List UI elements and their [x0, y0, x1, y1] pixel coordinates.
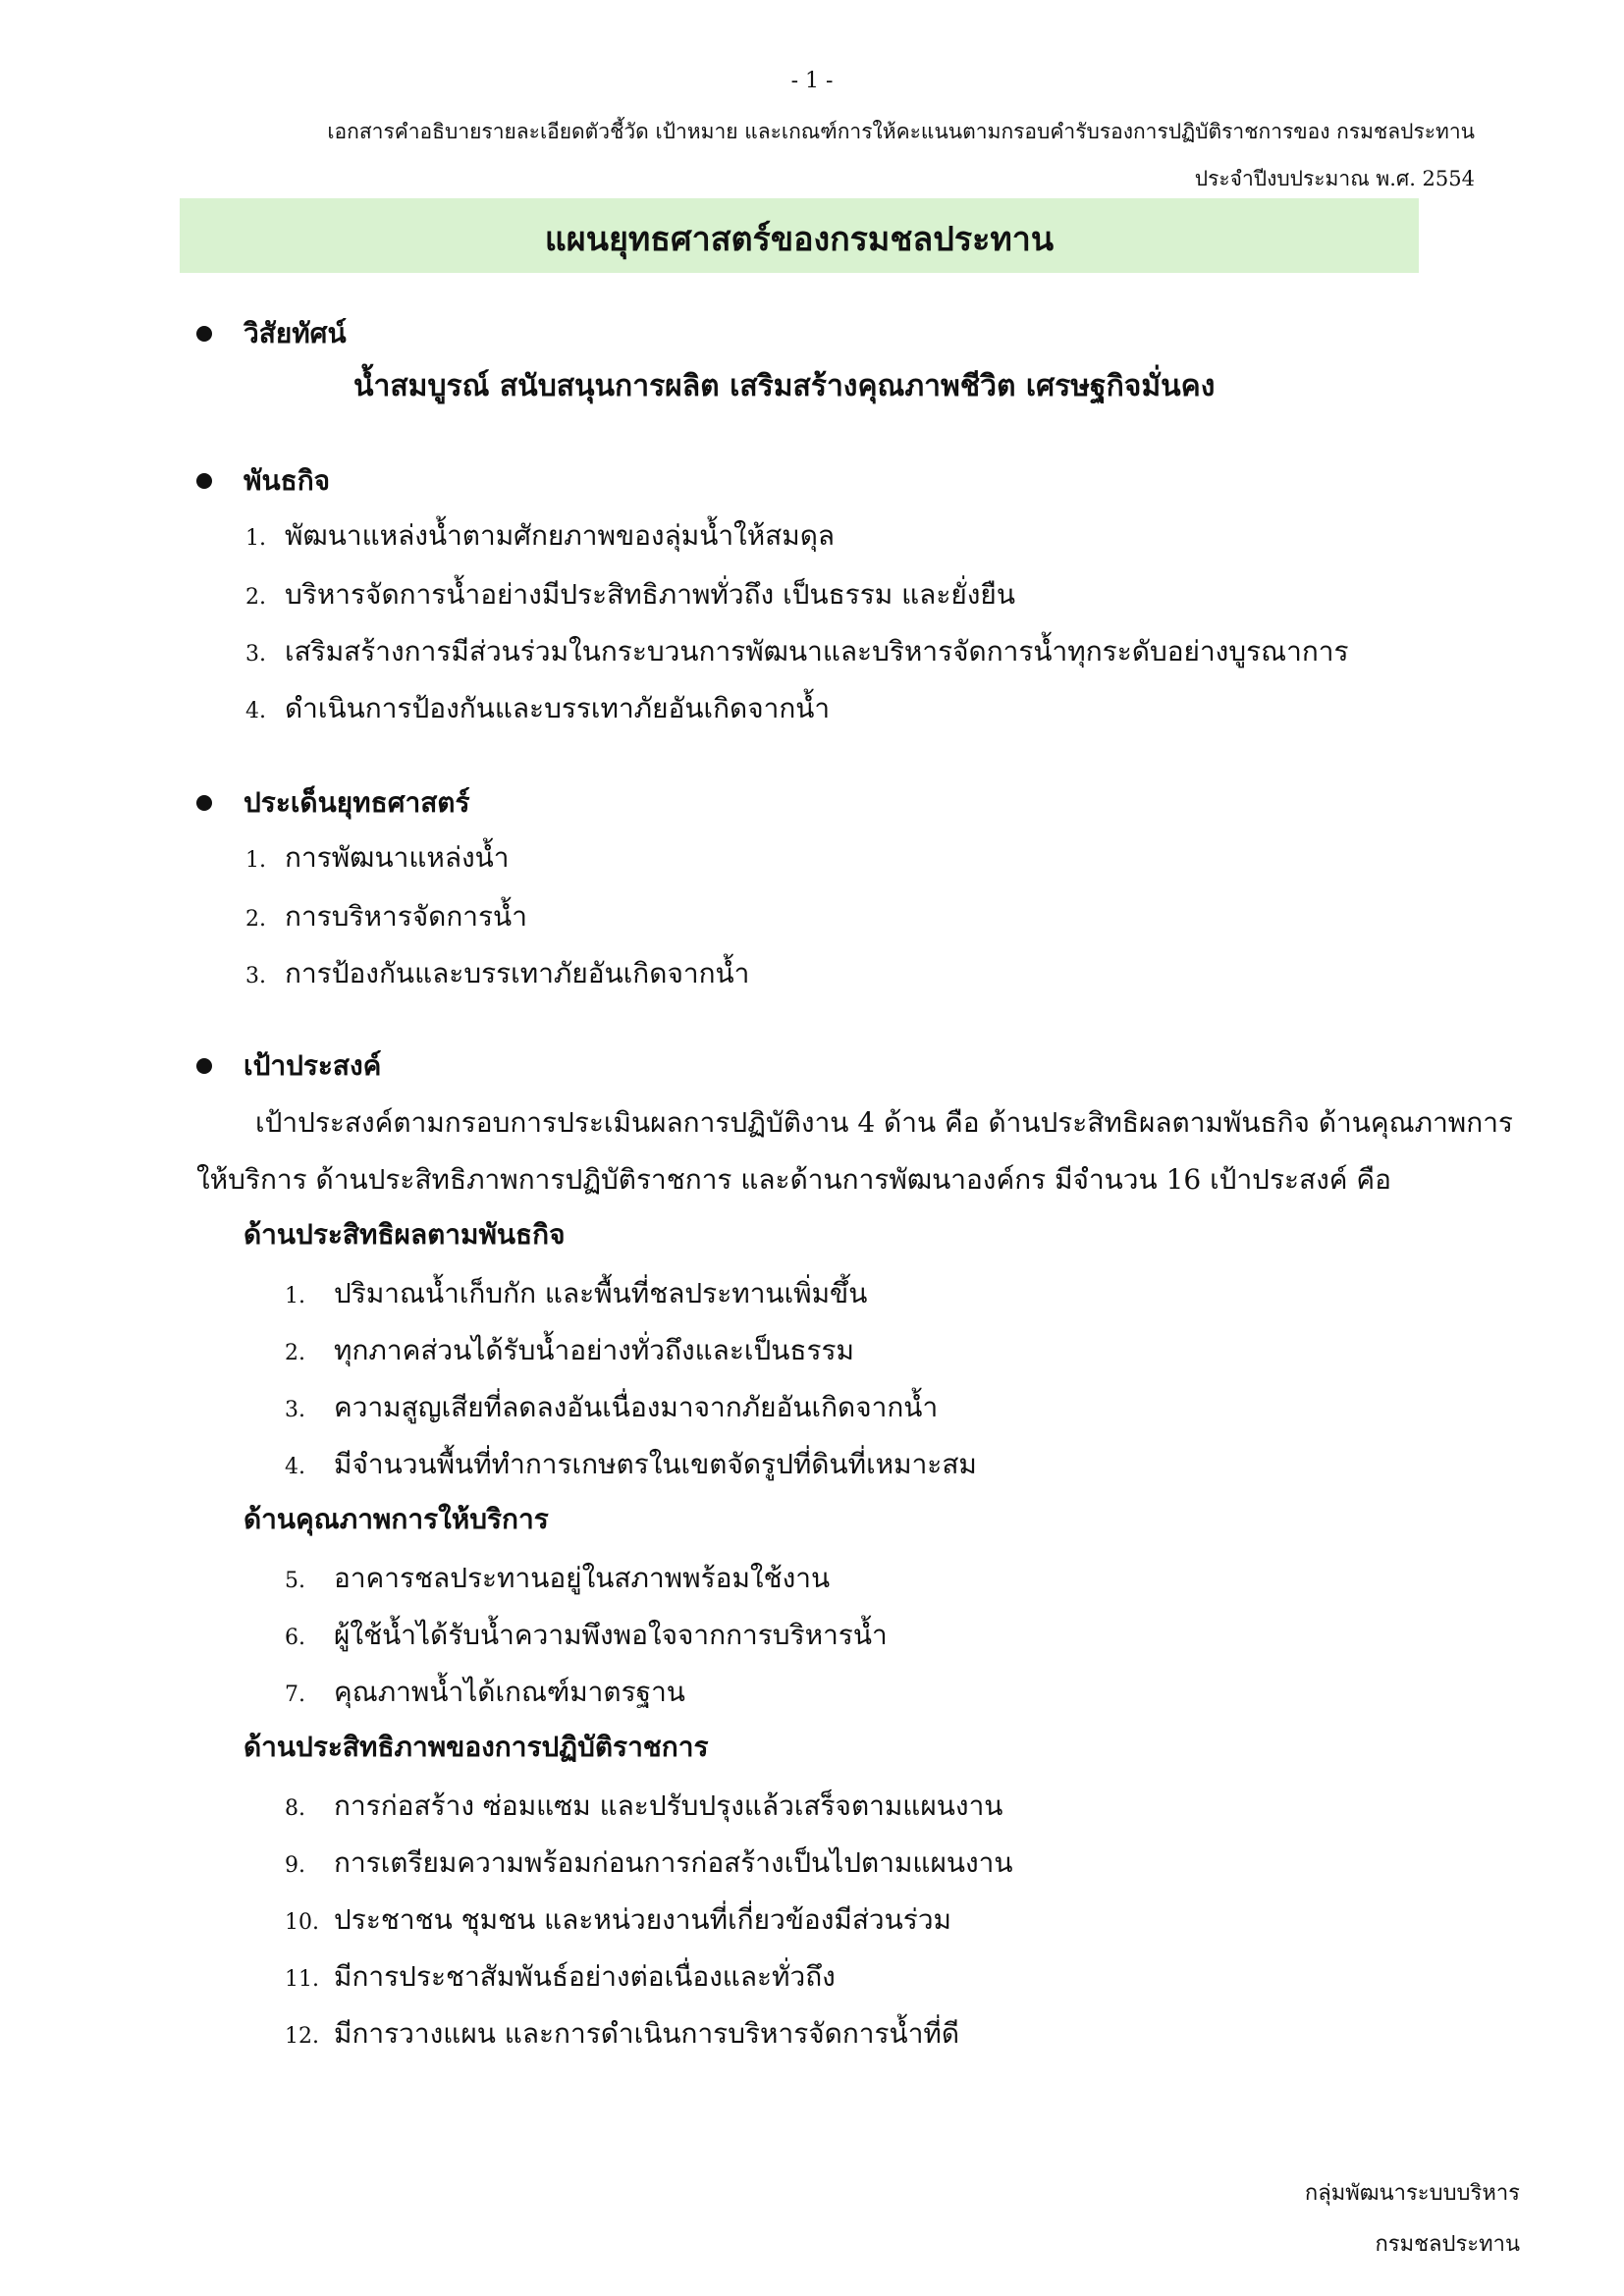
list-item: 3. เสริมสร้างการมีส่วนร่วมในกระบวนการพัฒนาและบริหารจัดการน้ำทุกระดับอย่างบูรณาการ [245, 635, 1349, 667]
list-item: 2. การบริหารจัดการน้ำ [245, 900, 527, 933]
document-header-title: เอกสารคำอธิบายรายละเอียดตัวชี้วัด เป้าหมาย และเกณฑ์การให้คะแนนตามกรอบคำรับรองการปฏิบัติราชการของ กรมชลประทาน [327, 120, 1475, 143]
list-item: 12. มีการวางแผน และการดำเนินการบริหารจัดการน้ำที่ดี [285, 2017, 960, 2050]
goal-group-heading: ด้านประสิทธิผลตามพันธกิจ [244, 1218, 566, 1251]
list-item: 3. การป้องกันและบรรเทาภัยอันเกิดจากน้ำ [245, 957, 750, 989]
section-heading: พันธกิจ [244, 464, 331, 497]
fiscal-year: ประจำปีงบประมาณ พ.ศ. 2554 [1194, 167, 1475, 190]
goal-group-heading: ด้านประสิทธิภาพของการปฏิบัติราชการ [244, 1731, 709, 1763]
goals-intro-line-2: ให้บริการ ด้านประสิทธิภาพการปฏิบัติราชการ และด้านการพัฒนาองค์กร มีจำนวน 16 เป้าประสงค์ คือ [196, 1163, 1391, 1196]
section-heading: ประเด็นยุทธศาสตร์ [244, 786, 470, 819]
list-item: 2. บริหารจัดการน้ำอย่างมีประสิทธิภาพทั่วถึง เป็นธรรม และยั่งยืน [245, 578, 1015, 611]
bullet-icon [196, 1058, 212, 1074]
page-number: - 1 - [790, 69, 834, 93]
footer-unit: กลุ่มพัฒนาระบบบริหาร [1304, 2181, 1520, 2206]
list-item: 4. ดำเนินการป้องกันและบรรเทาภัยอันเกิดจากน้ำ [245, 692, 831, 724]
title-band [180, 198, 1419, 273]
page-title: แผนยุทธศาสตร์ของกรมชลประทาน [544, 220, 1055, 259]
bullet-icon [196, 795, 212, 811]
bullet-icon [196, 473, 212, 489]
goals-intro-line-1: เป้าประสงค์ตามกรอบการประเมินผลการปฏิบัติงาน 4 ด้าน คือ ด้านประสิทธิผลตามพันธกิจ ด้านคุณภาพการ [255, 1106, 1513, 1139]
footer-department: กรมชลประทาน [1375, 2232, 1520, 2257]
list-item: 8. การก่อสร้าง ซ่อมแซม และปรับปรุงแล้วเสร็จตามแผนงาน [285, 1789, 1003, 1822]
list-item: 6. ผู้ใช้น้ำได้รับน้ำความพึงพอใจจากการบริหารน้ำ [285, 1619, 888, 1651]
list-item: 1. การพัฒนาแหล่งน้ำ [245, 841, 510, 874]
list-item: 1. พัฒนาแหล่งน้ำตามศักยภาพของลุ่มน้ำให้สมดุล [245, 519, 836, 552]
bullet-icon [196, 326, 212, 342]
list-item: 11. มีการประชาสัมพันธ์อย่างต่อเนื่องและทั่วถึง [285, 1960, 836, 1993]
list-item: 5. อาคารชลประทานอยู่ในสภาพพร้อมใช้งาน [285, 1562, 831, 1594]
list-item: 10. ประชาชน ชุมชน และหน่วยงานที่เกี่ยวข้องมีส่วนร่วม [285, 1903, 952, 1936]
list-item: 9. การเตรียมความพร้อมก่อนการก่อสร้างเป็นไปตามแผนงาน [285, 1846, 1013, 1879]
list-item: 2. ทุกภาคส่วนได้รับน้ำอย่างทั่วถึงและเป็นธรรม [285, 1334, 854, 1366]
section-heading: เป้าประสงค์ [244, 1049, 382, 1082]
list-item: 7. คุณภาพน้ำได้เกณฑ์มาตรฐาน [285, 1676, 685, 1708]
goal-group-heading: ด้านคุณภาพการให้บริการ [244, 1503, 549, 1535]
list-item: 4. มีจำนวนพื้นที่ทำการเกษตรในเขตจัดรูปที่ดินที่เหมาะสม [285, 1448, 977, 1480]
list-item: 3. ความสูญเสียที่ลดลงอันเนื่องมาจากภัยอันเกิดจากน้ำ [285, 1391, 939, 1423]
section-heading: วิสัยทัศน์ [244, 317, 347, 349]
list-item: 1. ปริมาณน้ำเก็บกัก และพื้นที่ชลประทานเพิ่มขึ้น [285, 1277, 868, 1309]
vision-text: น้ำสมบูรณ์ สนับสนุนการผลิต เสริมสร้างคุณภาพชีวิต เศรษฐกิจมั่นคง [353, 369, 1216, 403]
